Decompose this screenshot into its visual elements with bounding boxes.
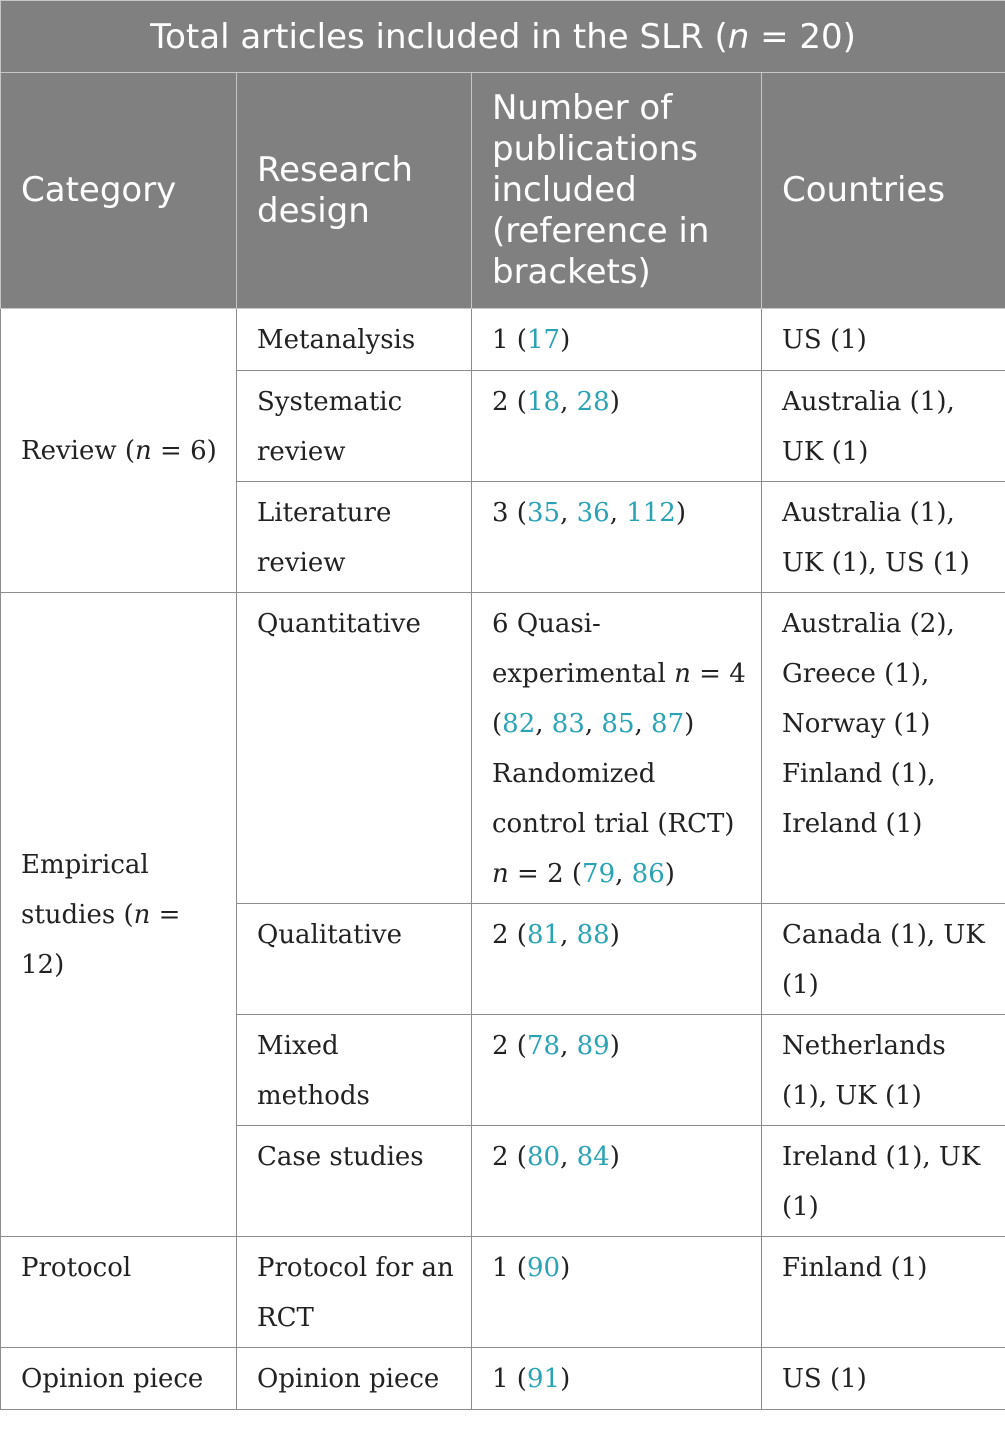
table-row xyxy=(1,1237,1005,1348)
countries-cell: Netherlands (1), UK (1) xyxy=(762,1015,1005,1126)
reference-link[interactable]: 28 xyxy=(576,387,610,417)
reference-link[interactable]: 83 xyxy=(551,709,585,739)
header-research-design: Research design xyxy=(237,73,472,309)
reference-link[interactable]: 88 xyxy=(576,920,610,950)
design-cell: Quantitative xyxy=(237,593,472,904)
category-protocol: Protocol xyxy=(1,1237,237,1348)
publications-cell: 3 (35, 36, 112) xyxy=(472,482,762,593)
reference-link[interactable]: 91 xyxy=(526,1364,561,1394)
reference-link[interactable]: 82 xyxy=(502,709,536,739)
design-cell: Case studies xyxy=(237,1126,472,1237)
design-cell: Systematic review xyxy=(237,371,472,482)
design-cell: Protocol for an RCT xyxy=(237,1237,472,1348)
reference-link[interactable]: 112 xyxy=(626,498,676,528)
publications-cell: 1 (91) xyxy=(472,1348,762,1410)
table-row xyxy=(1,309,1005,371)
publications-cell: 1 (17) xyxy=(472,309,762,371)
countries-cell: Australia (1), UK (1), US (1) xyxy=(762,482,1005,593)
header-category: Category xyxy=(1,73,237,309)
publications-cell: 2 (18, 28) xyxy=(472,371,762,482)
reference-link[interactable]: 18 xyxy=(526,387,561,417)
reference-link[interactable]: 79 xyxy=(582,859,616,889)
reference-link[interactable]: 86 xyxy=(631,859,665,889)
reference-link[interactable]: 85 xyxy=(601,709,635,739)
reference-link[interactable]: 35 xyxy=(526,498,561,528)
category-empirical-studies: Empirical studies (n = 12) xyxy=(1,593,237,1237)
reference-link[interactable]: 78 xyxy=(526,1031,561,1061)
design-cell: Opinion piece xyxy=(237,1348,472,1410)
countries-cell: US (1) xyxy=(762,1348,1005,1410)
reference-link[interactable]: 36 xyxy=(576,498,610,528)
category-review: Review (n = 6) xyxy=(1,309,237,593)
design-cell: Mixed methods xyxy=(237,1015,472,1126)
publications-cell: 2 (78, 89) xyxy=(472,1015,762,1126)
countries-cell: Canada (1), UK (1) xyxy=(762,904,1005,1015)
table-row xyxy=(1,593,1005,904)
reference-link[interactable]: 17 xyxy=(526,325,561,355)
countries-cell: US (1) xyxy=(762,309,1005,371)
publications-cell: 6 Quasi-experimental n = 4 (82, 83, 85, 87) Randomized control trial (RCT) n = 2 (79, 86) xyxy=(472,593,762,904)
design-cell: Literature review xyxy=(237,482,472,593)
reference-link[interactable]: 89 xyxy=(576,1031,610,1061)
header-number-of-publications: Number of publications included (reference in brackets) xyxy=(472,73,762,309)
reference-link[interactable]: 87 xyxy=(651,709,685,739)
reference-link[interactable]: 90 xyxy=(526,1253,561,1283)
table-title: Total articles included in the SLR (n = 20) xyxy=(1,1,1005,73)
publications-cell: 2 (81, 88) xyxy=(472,904,762,1015)
countries-cell: Finland (1) xyxy=(762,1237,1005,1348)
publications-cell: 2 (80, 84) xyxy=(472,1126,762,1237)
reference-link[interactable]: 84 xyxy=(576,1142,610,1172)
design-cell: Qualitative xyxy=(237,904,472,1015)
table-row xyxy=(1,1348,1005,1410)
category-opinion-piece: Opinion piece xyxy=(1,1348,237,1410)
header-countries: Countries xyxy=(762,73,1005,309)
countries-cell: Australia (2), Greece (1), Norway (1) Finland (1), Ireland (1) xyxy=(762,593,1005,904)
countries-cell: Ireland (1), UK (1) xyxy=(762,1126,1005,1237)
reference-link[interactable]: 80 xyxy=(526,1142,561,1172)
reference-link[interactable]: 81 xyxy=(526,920,561,950)
design-cell: Metanalysis xyxy=(237,309,472,371)
countries-cell: Australia (1), UK (1) xyxy=(762,371,1005,482)
publications-cell: 1 (90) xyxy=(472,1237,762,1348)
